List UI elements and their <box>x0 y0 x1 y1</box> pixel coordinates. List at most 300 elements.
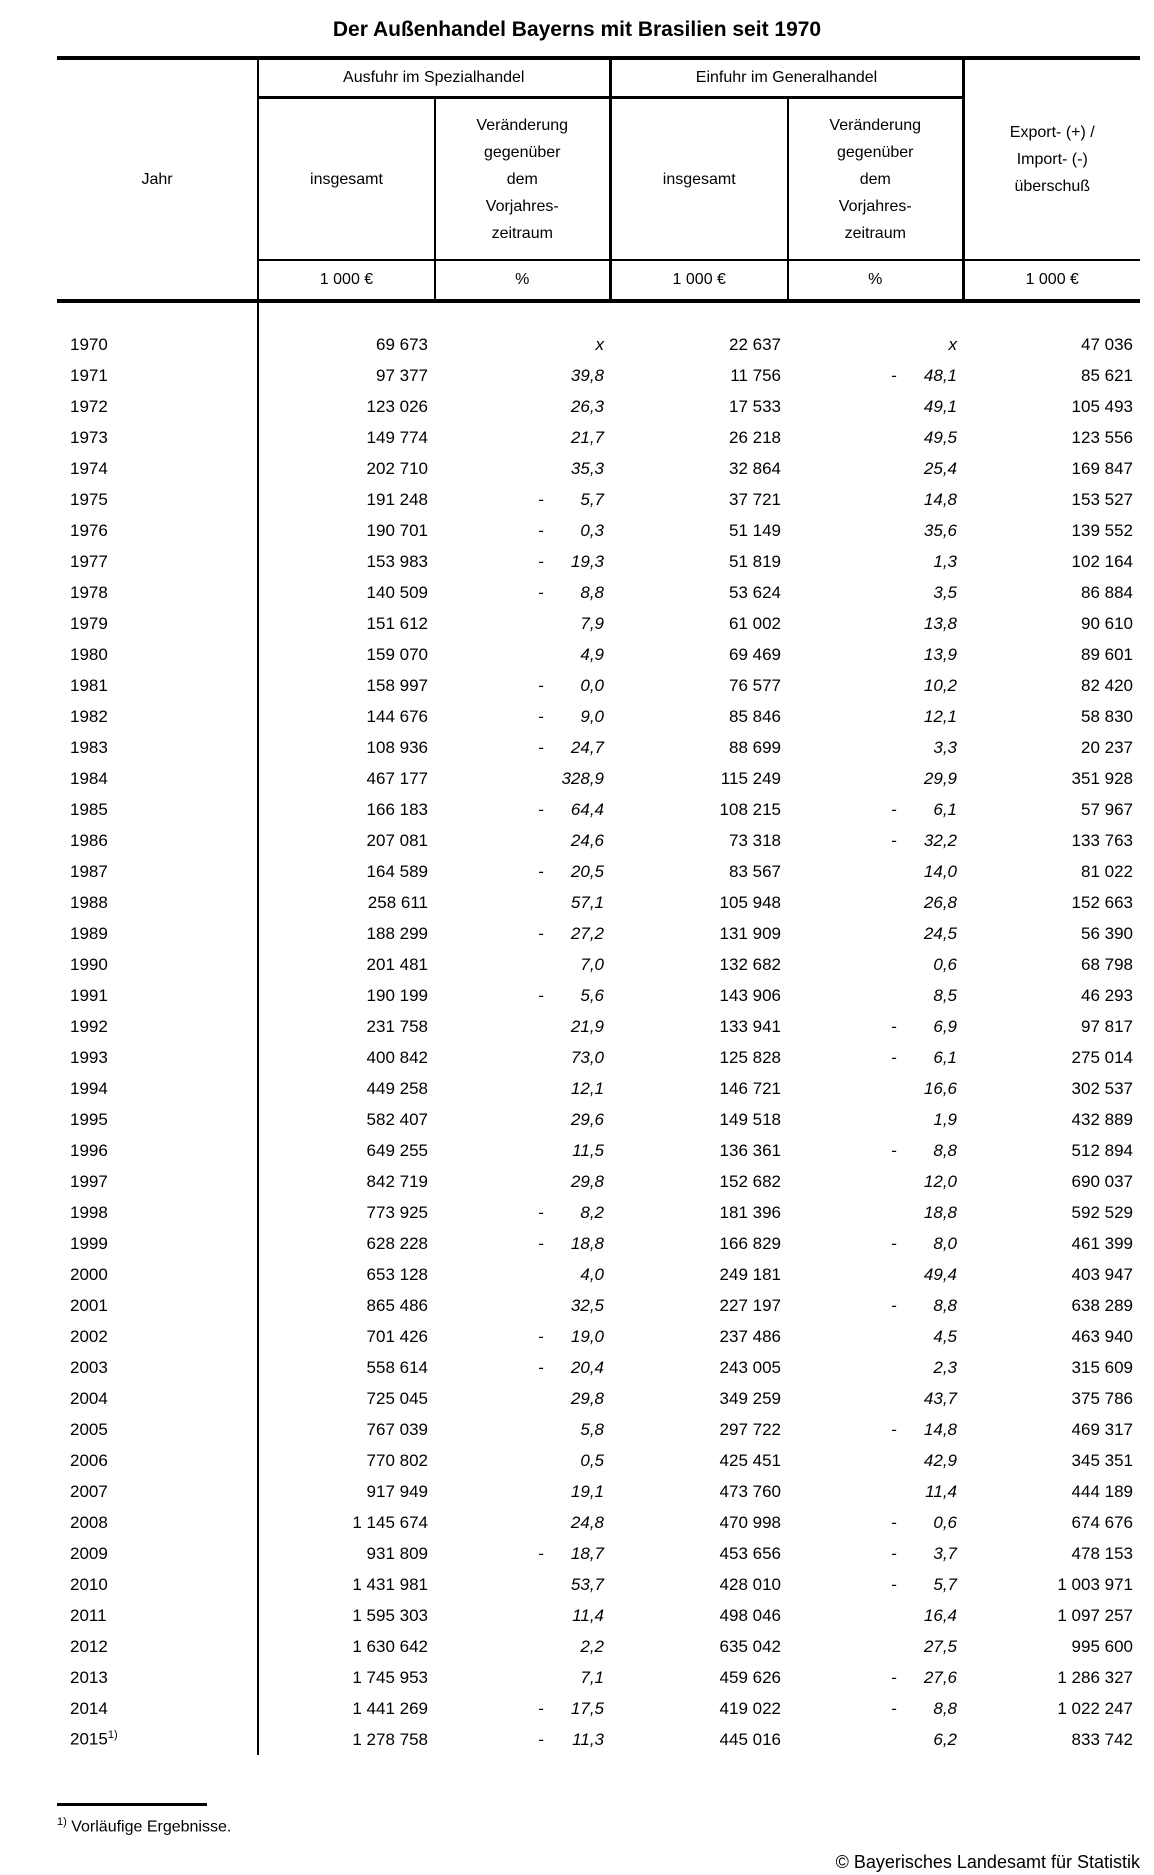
percent-change-cell <box>788 1600 963 1631</box>
percent-change-cell <box>788 1724 963 1755</box>
percent-value: 27,2 <box>570 923 604 943</box>
percent-change-cell <box>788 1414 963 1445</box>
percent-change-cell <box>788 1383 963 1414</box>
year-cell: 2015$^{1)}$ <box>57 1724 258 1755</box>
value-cell: 132 682 <box>719 954 781 974</box>
percent-value: 0,0 <box>580 675 604 695</box>
percent-change-cell <box>788 1631 963 1662</box>
table-row <box>57 1042 1140 1073</box>
table-row <box>57 763 1140 794</box>
minus-sign: - <box>891 1047 897 1067</box>
percent-value: 1,9 <box>933 1109 957 1129</box>
table-row <box>57 1538 1140 1569</box>
percent-change-cell <box>788 1538 963 1569</box>
percent-change-cell <box>788 732 963 763</box>
percent-change-cell <box>435 329 610 360</box>
percent-change-cell <box>788 484 963 515</box>
percent-change-cell <box>435 360 610 391</box>
percent-value: 2,3 <box>933 1357 957 1377</box>
percent-value: 48,1 <box>923 365 957 385</box>
table-row <box>57 887 1140 918</box>
value-cell: 82 420 <box>1081 675 1133 695</box>
year-cell: 1979 <box>57 608 258 639</box>
percent-value: 12,0 <box>923 1171 957 1191</box>
value-cell: 1 431 981 <box>352 1574 428 1594</box>
percent-change-cell <box>788 639 963 670</box>
percent-value: x <box>595 334 604 354</box>
table-row <box>57 1662 1140 1693</box>
minus-sign: - <box>891 1233 897 1253</box>
footnote <box>57 1816 1154 1836</box>
percent-change-cell <box>435 1538 610 1569</box>
value-cell: 1 286 327 <box>1057 1667 1133 1687</box>
table-row <box>57 639 1140 670</box>
percent-change-cell <box>435 1197 610 1228</box>
table-header <box>57 58 1140 301</box>
percent-value: 27,5 <box>923 1636 957 1656</box>
value-cell: 102 164 <box>1071 551 1133 571</box>
percent-change-cell <box>788 1507 963 1538</box>
value-cell: 69 469 <box>729 644 781 664</box>
percent-value: 11,4 <box>925 1481 957 1501</box>
year-cell: 1970 <box>57 329 258 360</box>
minus-sign: - <box>538 1698 544 1718</box>
value-cell: 302 537 <box>1071 1078 1133 1098</box>
value-cell: 191 248 <box>366 489 428 509</box>
table-row <box>57 608 1140 639</box>
minus-sign: - <box>538 985 544 1005</box>
value-cell: 375 786 <box>1071 1388 1133 1408</box>
percent-change-cell <box>435 949 610 980</box>
year-cell: 1977 <box>57 546 258 577</box>
minus-sign: - <box>891 1698 897 1718</box>
minus-sign: - <box>538 1357 544 1377</box>
value-cell: 459 626 <box>719 1667 781 1687</box>
unit-label-imports-total: 1 000 € <box>610 260 788 301</box>
percent-value: 11,4 <box>572 1605 604 1625</box>
value-cell: 635 042 <box>719 1636 781 1656</box>
year-cell: 1988 <box>57 887 258 918</box>
value-cell: 419 022 <box>719 1698 781 1718</box>
percent-change-cell <box>435 670 610 701</box>
value-cell: 833 742 <box>1071 1729 1133 1749</box>
minus-sign: - <box>538 861 544 881</box>
percent-value: 24,5 <box>923 923 957 943</box>
value-cell: 1 097 257 <box>1057 1605 1133 1625</box>
year-cell: 2000 <box>57 1259 258 1290</box>
value-cell: 1 278 758 <box>352 1729 428 1749</box>
value-cell: 22 637 <box>729 334 781 354</box>
column-group-imports: Einfuhr im Generalhandel <box>610 58 963 98</box>
table-row <box>57 1321 1140 1352</box>
percent-change-cell <box>435 577 610 608</box>
percent-value: 3,7 <box>933 1543 957 1563</box>
year-cell: 1973 <box>57 422 258 453</box>
percent-change-cell <box>788 763 963 794</box>
percent-value: 6,1 <box>933 799 957 819</box>
table-row <box>57 1259 1140 1290</box>
value-cell: 190 701 <box>366 520 428 540</box>
unit-label-balance: 1 000 € <box>963 260 1140 301</box>
value-cell: 473 760 <box>719 1481 781 1501</box>
percent-change-cell <box>435 918 610 949</box>
percent-value: 8,8 <box>933 1295 957 1315</box>
percent-change-cell <box>435 1104 610 1135</box>
percent-value: 53,7 <box>570 1574 604 1594</box>
percent-value: 27,6 <box>923 1667 957 1687</box>
percent-value: 8,5 <box>933 985 957 1005</box>
value-cell: 202 710 <box>366 458 428 478</box>
year-cell: 1986 <box>57 825 258 856</box>
value-cell: 512 894 <box>1071 1140 1133 1160</box>
percent-value: 39,8 <box>570 365 604 385</box>
value-cell: 85 846 <box>729 706 781 726</box>
minus-sign: - <box>891 1419 897 1439</box>
percent-change-cell <box>435 1445 610 1476</box>
percent-value: 2,2 <box>580 1636 604 1656</box>
column-header-imports-total: insgesamt <box>610 98 788 261</box>
value-cell: 105 948 <box>719 892 781 912</box>
percent-change-cell <box>435 980 610 1011</box>
year-cell: 1975 <box>57 484 258 515</box>
table-row <box>57 794 1140 825</box>
year-cell: 1989 <box>57 918 258 949</box>
percent-change-cell <box>435 1662 610 1693</box>
value-cell: 592 529 <box>1071 1202 1133 1222</box>
year-cell: 1982 <box>57 701 258 732</box>
value-cell: 108 215 <box>719 799 781 819</box>
table-row <box>57 1011 1140 1042</box>
year-cell: 1971 <box>57 360 258 391</box>
value-cell: 153 983 <box>366 551 428 571</box>
percent-change-cell <box>435 546 610 577</box>
value-cell: 432 889 <box>1071 1109 1133 1129</box>
percent-value: 19,1 <box>570 1481 604 1501</box>
column-header-exports-change: Veränderung gegenüber dem Vorjahres- zeitraum <box>435 98 610 261</box>
percent-change-cell <box>788 1476 963 1507</box>
percent-value: 18,8 <box>570 1233 604 1253</box>
percent-value: 49,5 <box>923 427 957 447</box>
percent-change-cell <box>788 1445 963 1476</box>
table-row <box>57 1383 1140 1414</box>
percent-change-cell <box>788 1290 963 1321</box>
percent-value: 42,9 <box>923 1450 957 1470</box>
percent-value: 7,1 <box>580 1667 604 1687</box>
year-cell: 2013 <box>57 1662 258 1693</box>
value-cell: 51 149 <box>729 520 781 540</box>
percent-value: 26,8 <box>923 892 957 912</box>
minus-sign: - <box>538 675 544 695</box>
value-cell: 164 589 <box>366 861 428 881</box>
percent-value: 4,5 <box>933 1326 957 1346</box>
value-cell: 51 819 <box>729 551 781 571</box>
value-cell: 638 289 <box>1071 1295 1133 1315</box>
value-cell: 20 237 <box>1081 737 1133 757</box>
value-cell: 85 621 <box>1081 365 1133 385</box>
minus-sign: - <box>891 1295 897 1315</box>
percent-value: 1,3 <box>933 551 957 571</box>
table-row <box>57 1104 1140 1135</box>
column-header-exports-total: insgesamt <box>258 98 435 261</box>
value-cell: 149 774 <box>366 427 428 447</box>
percent-change-cell <box>435 1321 610 1352</box>
minus-sign: - <box>538 706 544 726</box>
value-cell: 125 828 <box>719 1047 781 1067</box>
value-cell: 133 941 <box>719 1016 781 1036</box>
value-cell: 133 763 <box>1071 830 1133 850</box>
percent-change-cell <box>788 577 963 608</box>
value-cell: 166 183 <box>366 799 428 819</box>
percent-change-cell <box>435 701 610 732</box>
year-cell: 2009 <box>57 1538 258 1569</box>
value-cell: 190 199 <box>366 985 428 1005</box>
percent-change-cell <box>435 1414 610 1445</box>
value-cell: 89 601 <box>1081 644 1133 664</box>
percent-change-cell <box>788 453 963 484</box>
value-cell: 68 798 <box>1081 954 1133 974</box>
percent-change-cell <box>435 1042 610 1073</box>
value-cell: 995 600 <box>1071 1636 1133 1656</box>
percent-value: 7,9 <box>580 613 604 633</box>
percent-change-cell <box>435 1290 610 1321</box>
percent-change-cell <box>788 949 963 980</box>
value-cell: 201 481 <box>366 954 428 974</box>
percent-change-cell <box>435 608 610 639</box>
percent-value: 8,8 <box>933 1698 957 1718</box>
value-cell: 349 259 <box>719 1388 781 1408</box>
value-cell: 1 595 303 <box>352 1605 428 1625</box>
year-cell: 1976 <box>57 515 258 546</box>
table-row <box>57 360 1140 391</box>
value-cell: 123 026 <box>366 396 428 416</box>
value-cell: 773 925 <box>366 1202 428 1222</box>
value-cell: 105 493 <box>1071 396 1133 416</box>
footnote-text: Vorläufige Ergebnisse. <box>66 1818 232 1836</box>
year-cell: 2002 <box>57 1321 258 1352</box>
value-cell: 139 552 <box>1071 520 1133 540</box>
percent-value: 19,3 <box>570 551 604 571</box>
percent-change-cell <box>788 1662 963 1693</box>
minus-sign: - <box>538 1543 544 1563</box>
table-row <box>57 1290 1140 1321</box>
table-row <box>57 1600 1140 1631</box>
year-cell: 2011 <box>57 1600 258 1631</box>
percent-change-cell <box>788 1042 963 1073</box>
percent-change-cell <box>435 1476 610 1507</box>
percent-value: 11,5 <box>572 1140 604 1160</box>
percent-change-cell <box>788 1197 963 1228</box>
percent-change-cell <box>788 608 963 639</box>
percent-change-cell <box>788 391 963 422</box>
percent-value: 49,4 <box>923 1264 957 1284</box>
table-row <box>57 515 1140 546</box>
percent-value: 21,7 <box>570 427 604 447</box>
minus-sign: - <box>891 1667 897 1687</box>
year-cell: 1974 <box>57 453 258 484</box>
table-row <box>57 329 1140 360</box>
value-cell: 57 967 <box>1081 799 1133 819</box>
minus-sign: - <box>891 1016 897 1036</box>
minus-sign: - <box>538 923 544 943</box>
percent-change-cell <box>435 732 610 763</box>
table-row <box>57 1197 1140 1228</box>
percent-value: 14,0 <box>923 861 957 881</box>
table-row <box>57 1352 1140 1383</box>
year-cell: 2005 <box>57 1414 258 1445</box>
year-cell: 1984 <box>57 763 258 794</box>
percent-change-cell <box>435 1631 610 1662</box>
percent-value: 8,8 <box>580 582 604 602</box>
table-row <box>57 1135 1140 1166</box>
value-cell: 690 037 <box>1071 1171 1133 1191</box>
value-cell: 498 046 <box>719 1605 781 1625</box>
value-cell: 770 802 <box>366 1450 428 1470</box>
percent-change-cell <box>788 1011 963 1042</box>
percent-value: 3,3 <box>933 737 957 757</box>
year-cell: 1983 <box>57 732 258 763</box>
percent-value: 4,9 <box>580 644 604 664</box>
value-cell: 467 177 <box>366 768 428 788</box>
value-cell: 445 016 <box>719 1729 781 1749</box>
percent-value: 24,8 <box>570 1512 604 1532</box>
percent-value: 20,5 <box>570 861 604 881</box>
year-cell: 1999 <box>57 1228 258 1259</box>
percent-change-cell <box>435 515 610 546</box>
percent-value: 0,3 <box>580 520 604 540</box>
table-row <box>57 856 1140 887</box>
percent-change-cell <box>788 1321 963 1352</box>
trade-statistics-table <box>57 56 1140 1755</box>
value-cell: 1 145 674 <box>352 1512 428 1532</box>
percent-change-cell <box>788 422 963 453</box>
value-cell: 931 809 <box>366 1543 428 1563</box>
percent-value: 32,5 <box>570 1295 604 1315</box>
value-cell: 188 299 <box>366 923 428 943</box>
value-cell: 463 940 <box>1071 1326 1133 1346</box>
table-row <box>57 546 1140 577</box>
value-cell: 428 010 <box>719 1574 781 1594</box>
year-cell: 1987 <box>57 856 258 887</box>
value-cell: 56 390 <box>1081 923 1133 943</box>
table-row <box>57 1724 1140 1755</box>
percent-value: 19,0 <box>570 1326 604 1346</box>
percent-value: 7,0 <box>580 954 604 974</box>
value-cell: 469 317 <box>1071 1419 1133 1439</box>
minus-sign: - <box>538 582 544 602</box>
percent-change-cell <box>788 980 963 1011</box>
value-cell: 767 039 <box>366 1419 428 1439</box>
percent-change-cell <box>788 1104 963 1135</box>
year-cell: 2007 <box>57 1476 258 1507</box>
value-cell: 73 318 <box>729 830 781 850</box>
percent-change-cell <box>788 825 963 856</box>
percent-value: 16,6 <box>923 1078 957 1098</box>
footnote-separator <box>57 1803 207 1806</box>
value-cell: 69 673 <box>376 334 428 354</box>
value-cell: 917 949 <box>366 1481 428 1501</box>
percent-change-cell <box>788 887 963 918</box>
percent-value: 8,2 <box>580 1202 604 1222</box>
value-cell: 115 249 <box>720 768 781 788</box>
value-cell: 674 676 <box>1071 1512 1133 1532</box>
value-cell: 144 676 <box>366 706 428 726</box>
value-cell: 444 189 <box>1071 1481 1133 1501</box>
percent-value: 5,7 <box>580 489 604 509</box>
page-title: Der Außenhandel Bayerns mit Brasilien seit 1970 <box>332 18 822 41</box>
percent-value: 18,8 <box>923 1202 957 1222</box>
value-cell: 169 847 <box>1071 458 1133 478</box>
value-cell: 478 153 <box>1071 1543 1133 1563</box>
percent-value: 25,4 <box>923 458 957 478</box>
table-row <box>57 732 1140 763</box>
spacer-row <box>57 301 1140 329</box>
percent-value: 0,6 <box>933 1512 957 1532</box>
value-cell: 136 361 <box>719 1140 781 1160</box>
percent-value: 26,3 <box>570 396 604 416</box>
percent-change-cell <box>435 1228 610 1259</box>
percent-value: 9,0 <box>580 706 604 726</box>
value-cell: 46 293 <box>1081 985 1133 1005</box>
year-cell: 1981 <box>57 670 258 701</box>
year-cell: 1996 <box>57 1135 258 1166</box>
percent-change-cell <box>788 794 963 825</box>
percent-value: 18,7 <box>570 1543 604 1563</box>
value-cell: 143 906 <box>719 985 781 1005</box>
year-cell: 2004 <box>57 1383 258 1414</box>
unit-label-exports-change: % <box>435 260 610 301</box>
percent-change-cell <box>788 856 963 887</box>
table-row <box>57 1414 1140 1445</box>
value-cell: 159 070 <box>366 644 428 664</box>
value-cell: 90 610 <box>1081 613 1133 633</box>
percent-value: 6,2 <box>933 1729 957 1749</box>
value-cell: 88 699 <box>729 737 781 757</box>
value-cell: 400 842 <box>366 1047 428 1067</box>
percent-value: 29,6 <box>570 1109 604 1129</box>
table-row <box>57 1166 1140 1197</box>
value-cell: 275 014 <box>1071 1047 1133 1067</box>
value-cell: 249 181 <box>719 1264 781 1284</box>
value-cell: 158 997 <box>366 675 428 695</box>
year-cell: 1985 <box>57 794 258 825</box>
value-cell: 470 998 <box>719 1512 781 1532</box>
percent-value: 57,1 <box>570 892 604 912</box>
table-row <box>57 1073 1140 1104</box>
table-row <box>57 918 1140 949</box>
value-cell: 53 624 <box>729 582 781 602</box>
minus-sign: - <box>538 737 544 757</box>
value-cell: 151 612 <box>366 613 428 633</box>
percent-value: 17,5 <box>570 1698 604 1718</box>
year-cell: 1994 <box>57 1073 258 1104</box>
table-row <box>57 484 1140 515</box>
value-cell: 61 002 <box>729 613 781 633</box>
table-row <box>57 825 1140 856</box>
year-cell: 1993 <box>57 1042 258 1073</box>
spacer-cell <box>57 301 258 329</box>
minus-sign: - <box>538 799 544 819</box>
year-cell: 1991 <box>57 980 258 1011</box>
value-cell: 258 611 <box>367 892 428 912</box>
value-cell: 81 022 <box>1081 861 1133 881</box>
value-cell: 166 829 <box>719 1233 781 1253</box>
percent-value: 35,3 <box>570 458 604 478</box>
percent-change-cell <box>788 918 963 949</box>
minus-sign: - <box>891 1512 897 1532</box>
percent-value: 14,8 <box>923 489 957 509</box>
value-cell: 425 451 <box>719 1450 781 1470</box>
value-cell: 153 527 <box>1071 489 1133 509</box>
